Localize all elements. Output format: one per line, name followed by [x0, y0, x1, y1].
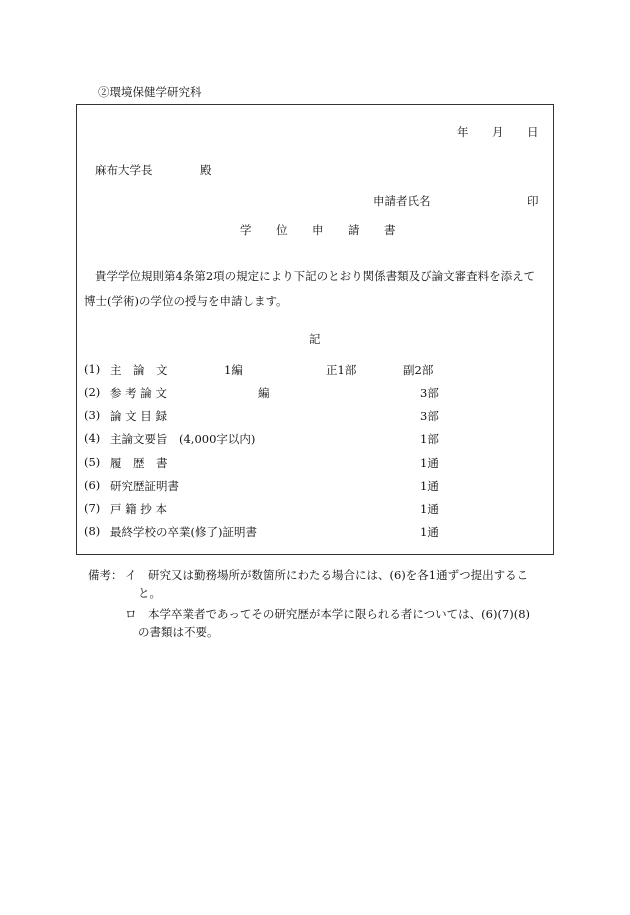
- item-name: 最終学校の卒業(修了)証明書: [110, 525, 257, 539]
- title-char-1: 学: [240, 223, 252, 237]
- ki-mark: 記: [309, 332, 321, 346]
- item-number: (7): [84, 501, 101, 515]
- item-copies: 1通: [420, 502, 439, 516]
- item-copies: 1通: [420, 525, 439, 539]
- item-original: 正1部: [326, 363, 357, 377]
- item-number: (4): [84, 431, 101, 445]
- addressee-name: 麻布大学長: [95, 163, 153, 177]
- date-year: 年: [457, 125, 469, 139]
- item-name: 研究歴証明書: [110, 479, 179, 493]
- title-char-4: 請: [348, 223, 360, 237]
- item-number: (6): [84, 478, 101, 492]
- note-i-mark: イ: [125, 568, 137, 582]
- item-copies: 3部: [420, 386, 439, 400]
- date-month: 月: [492, 125, 504, 139]
- note-ro-line-2: の書類は不要。: [138, 625, 219, 639]
- addressee-honorific: 殿: [200, 163, 212, 177]
- item-copies: 1通: [420, 479, 439, 493]
- item-name: 主 論 文: [110, 363, 168, 377]
- item-name: 主論文要旨 (4,000字以内): [110, 432, 256, 446]
- item-quantity: 編: [258, 386, 270, 400]
- item-number: (1): [84, 362, 101, 376]
- item-number: (3): [84, 408, 101, 422]
- date-day: 日: [527, 125, 539, 139]
- note-ro-line-1: 本学卒業者であってその研究歴が本学に限られる者については、(6)(7)(8): [148, 607, 531, 621]
- note-ro-mark: ロ: [125, 607, 137, 621]
- item-number: (2): [84, 385, 101, 399]
- item-copies: 副2部: [403, 363, 434, 377]
- applicant-seal: 印: [527, 194, 539, 208]
- item-quantity: 1編: [224, 363, 243, 377]
- item-copies: 3部: [420, 409, 439, 423]
- item-number: (8): [84, 524, 101, 538]
- item-number: (5): [84, 455, 101, 469]
- item-copies: 1部: [420, 432, 439, 446]
- item-name: 履 歴 書: [110, 456, 168, 470]
- note-i-line-2: と。: [138, 586, 161, 600]
- section-heading: ②環境保健学研究科: [98, 85, 202, 99]
- applicant-label: 申請者氏名: [373, 194, 431, 208]
- body-text-line-1: 貴学学位規則第4条第2項の規定により下記のとおり関係書類及び論文審査料を添えて: [95, 269, 536, 283]
- title-char-5: 書: [384, 223, 396, 237]
- item-name: 参 考 論 文: [110, 386, 167, 400]
- item-name: 戸 籍 抄 本: [110, 502, 167, 516]
- title-char-3: 申: [312, 223, 324, 237]
- notes-label: 備考：: [88, 568, 123, 582]
- body-text-line-2: 博士(学術)の学位の授与を申請します。: [84, 294, 288, 308]
- title-char-2: 位: [276, 223, 288, 237]
- item-name: 論 文 目 録: [110, 409, 167, 423]
- item-copies: 1通: [420, 456, 439, 470]
- note-i-line-1: 研究又は勤務場所が数箇所にわたる場合には、(6)を各1通ずつ提出するこ: [148, 568, 529, 582]
